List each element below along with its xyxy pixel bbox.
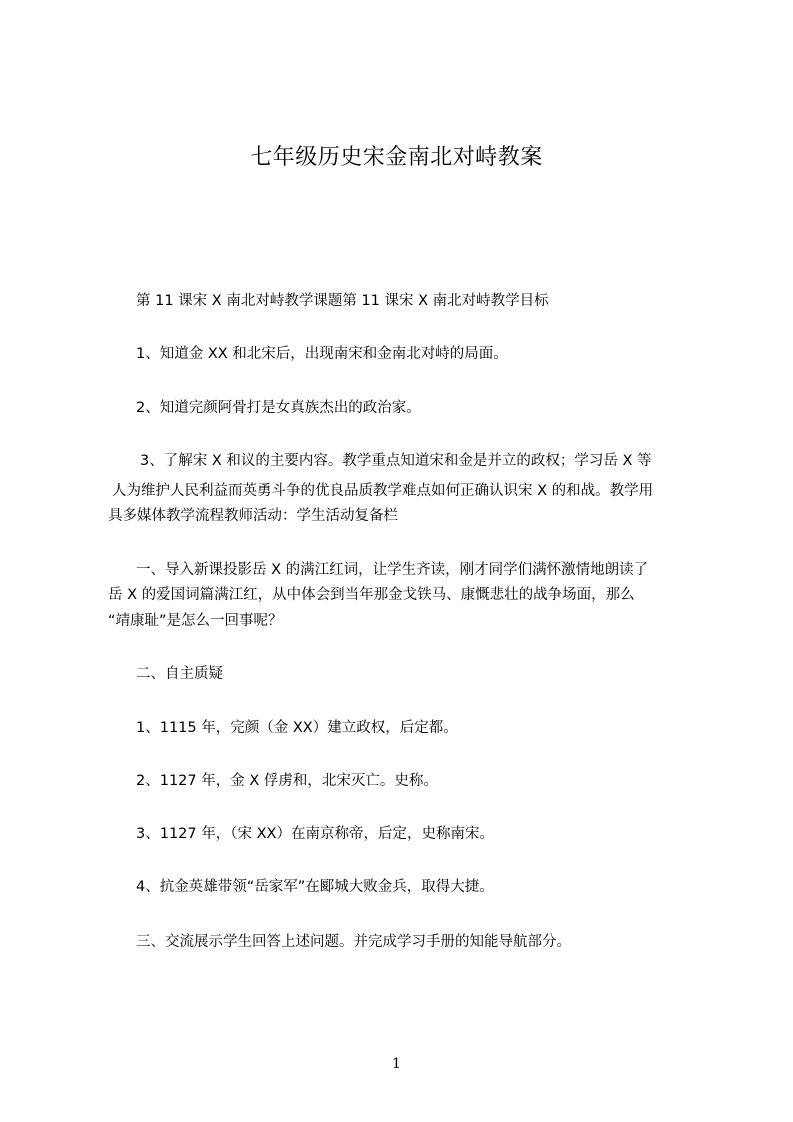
section-heading-3: 三、交流展示学生回答上述问题。并完成学习手册的知能导航部分。	[136, 934, 571, 950]
intro-line-2: 岳 X 的爱国词篇满江红，从中体会到当年那金戈铁马、康慨悲壮的战争场面，那么	[108, 587, 635, 603]
intro-line-3: “靖康耻”是怎么一回事呢？	[108, 613, 283, 629]
question-1: 1、1115 年，完颜（金 XX）建立政权，后定都。	[136, 720, 458, 736]
objective-3-line-1: 3、了解宋 X 和议的主要内容。教学重点知道宋和金是并立的政权；学习岳 X 等	[140, 453, 652, 469]
paragraph-lesson-heading: 第 11 课宋 X 南北对峙教学课题第 11 课宋 X 南北对峙教学目标	[136, 293, 549, 309]
objective-3-line-3: 具多媒体教学流程教师活动：学生活动复备栏	[108, 508, 398, 524]
question-2: 2、1127 年，金 X 俘虏和，北宋灭亡。史称。	[136, 773, 438, 789]
page-number: 1	[392, 1056, 401, 1072]
section-heading-2: 二、自主质疑	[136, 666, 223, 682]
intro-line-1: 一、导入新课投影岳 X 的满江红词，让学生齐读，刚才同学们满怀激情地朗读了	[136, 562, 649, 578]
document-title: 七年级历史宋金南北对峙教案	[250, 145, 543, 170]
question-3: 3、1127 年，（宋 XX）在南京称帝，后定，史称南宋。	[136, 826, 494, 842]
question-4: 4、抗金英雄带领“岳家军”在郾城大败金兵，取得大捷。	[136, 879, 494, 895]
objective-2: 2、知道完颜阿骨打是女真族杰出的政治家。	[136, 400, 421, 416]
objective-3-line-2: 人为维护人民利益而英勇斗争的优良品质教学难点如何正确认识宋 X 的和战。教学用	[112, 483, 654, 499]
objective-1: 1、知道金 XX 和北宋后，出现南宋和金南北对峙的局面。	[136, 346, 508, 362]
